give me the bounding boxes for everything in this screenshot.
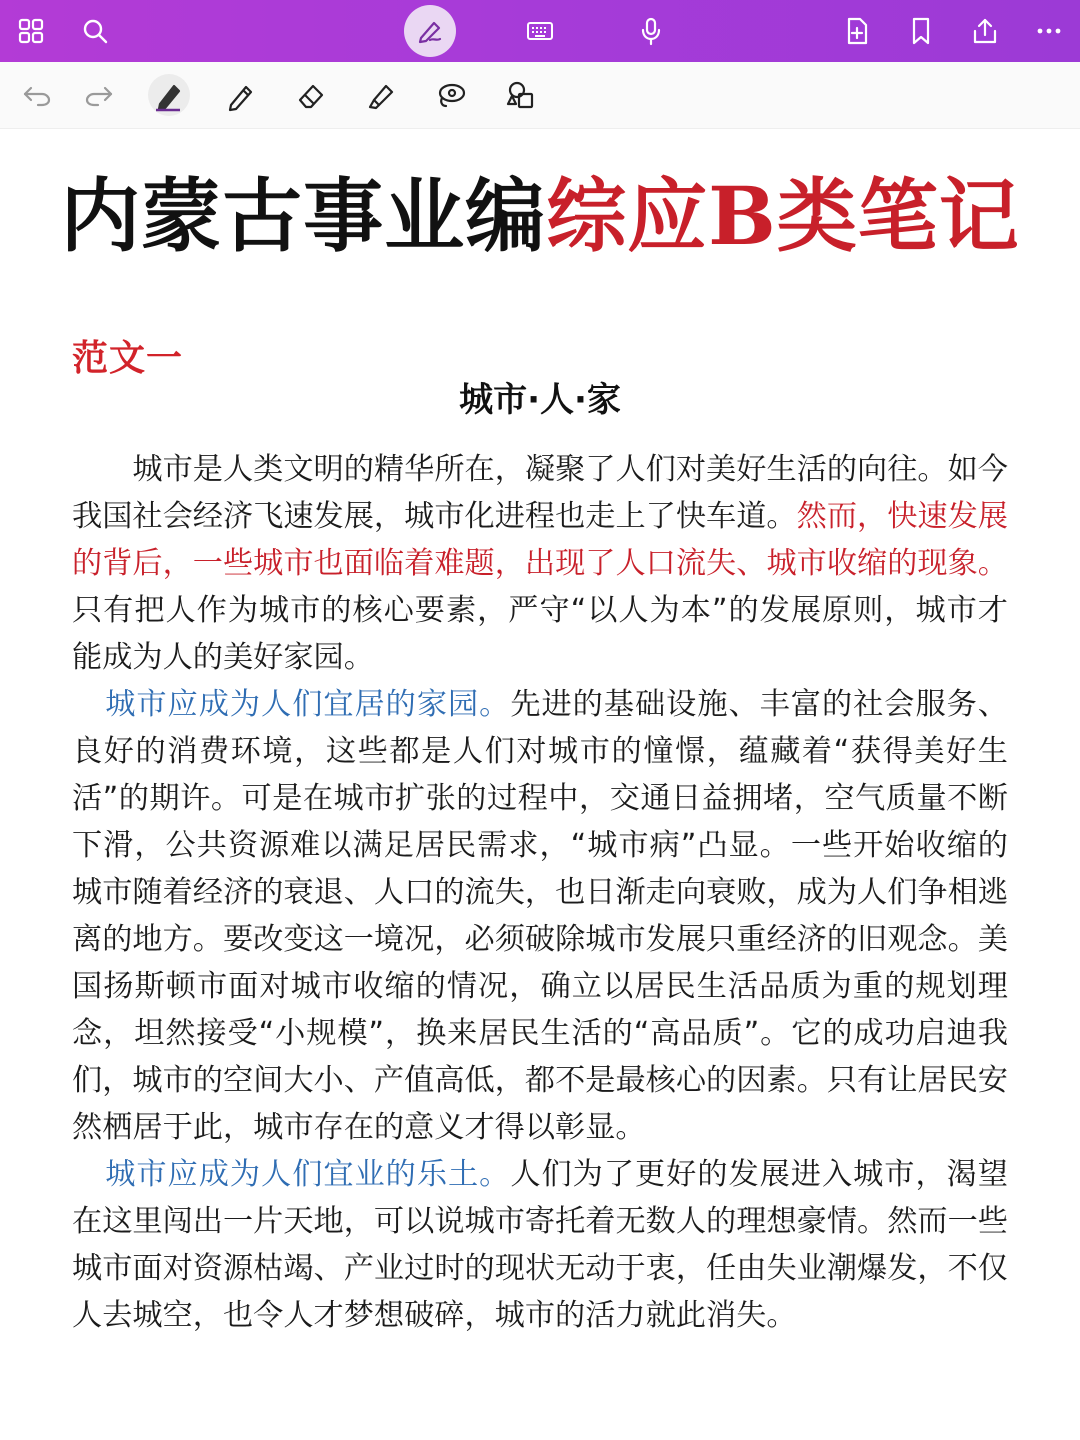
paragraph-1 bbox=[72, 446, 1008, 681]
shapes-icon[interactable] bbox=[500, 74, 542, 116]
share-icon[interactable] bbox=[962, 8, 1008, 54]
paragraph-3 bbox=[72, 1151, 1008, 1339]
paragraph-2-text: 先进的基础设施、丰富的社会服务、良好的消费环境，这些都是人们对城市的憧憬，蕴藏着“获得美好生活”的期许。可是在城市扩张的过程中，交通日益拥堵，空气质量不断下滑，公共资源难以满足居民需求，“城市病”凸显。一些开始收缩的城市随着经济的衰退、人口的流失，也日渐走向衰败，成为人们争相逃离的地方。要改变这一境况，必须破除城市发展只重经济的旧观念。美国扬斯顿市面对城市收缩的情况，确立以居民生活品质为重的规划理念，坦然接受“小规模”，换来居民生活的“高品质”。它的成功启迪我们，城市的空间大小、产值高低，都不是最核心的因素。只有让居民安然栖居于此，城市存在的意义才得以彰显。 bbox=[72, 687, 1008, 1145]
paragraph-1-text-a: 城市是人类文明的精华所在，凝聚了人们对美好生活的向往。如今我国社会经济飞速发展，城市化进程也走上了快车道。 bbox=[72, 452, 1008, 534]
section-label: 范文一 bbox=[72, 338, 184, 379]
paragraph-1-highlight: 然而，快速发展的背后，一些城市也面临着难题，出现了人口流失、城市收缩的现象。 bbox=[72, 499, 1008, 581]
paragraph-2 bbox=[72, 681, 1008, 1151]
microphone-icon[interactable] bbox=[628, 8, 674, 54]
paragraph-3-text: 人们为了更好的发展进入城市，渴望在这里闯出一片天地，可以说城市寄托着无数人的理想豪情。然而一些城市面对资源枯竭、产业过时的现状无动于衷，任由失业潮爆发，不仅人去城空，也令人才梦想破碎，城市的活力就此消失。 bbox=[72, 1157, 1008, 1333]
essay-body bbox=[72, 446, 1008, 1339]
page-title bbox=[0, 168, 1080, 264]
pencil-icon[interactable] bbox=[220, 74, 262, 116]
undo-icon[interactable] bbox=[16, 74, 58, 116]
pen-icon[interactable] bbox=[148, 74, 190, 116]
title-red-part: 综应B类笔记 bbox=[546, 169, 1020, 263]
redo-icon[interactable] bbox=[78, 74, 120, 116]
essay-title: 城市·人·家 bbox=[459, 380, 621, 420]
keyboard-icon[interactable] bbox=[517, 8, 563, 54]
drawing-toolbar bbox=[0, 62, 1080, 129]
add-page-icon[interactable] bbox=[834, 8, 880, 54]
paragraph-1-text-c: 只有把人作为城市的核心要素，严守“以人为本”的发展原则，城市才能成为人的美好家园。 bbox=[72, 593, 1008, 675]
lasso-icon[interactable] bbox=[430, 74, 472, 116]
more-icon[interactable] bbox=[1026, 8, 1072, 54]
grid-icon[interactable] bbox=[8, 8, 54, 54]
bookmark-icon[interactable] bbox=[898, 8, 944, 54]
app-top-bar bbox=[0, 0, 1080, 62]
search-icon[interactable] bbox=[72, 8, 118, 54]
eraser-icon[interactable] bbox=[290, 74, 332, 116]
title-black-part: 内蒙古事业编 bbox=[60, 169, 547, 263]
paragraph-2-heading: 城市应成为人们宜居的家园。 bbox=[105, 687, 511, 722]
highlighter-icon[interactable] bbox=[360, 74, 402, 116]
paragraph-3-heading: 城市应成为人们宜业的乐土。 bbox=[105, 1157, 511, 1192]
pen-nib-icon[interactable] bbox=[404, 5, 456, 57]
